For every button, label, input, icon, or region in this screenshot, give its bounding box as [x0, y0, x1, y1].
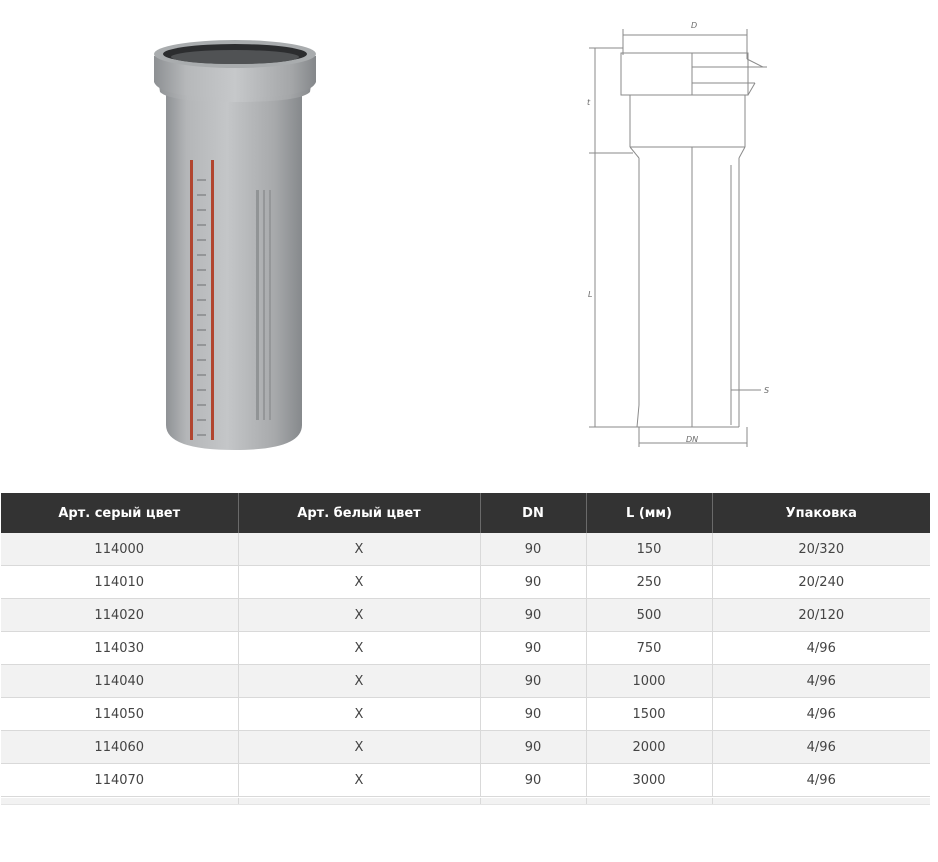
cell-dn: 90: [480, 731, 586, 764]
dim-t-label: t: [587, 98, 591, 107]
cell-art-white: X: [238, 599, 480, 632]
cell-art-grey: 114030: [1, 632, 238, 665]
header-art-white: Арт. белый цвет: [238, 493, 480, 533]
cell-dn: 90: [480, 665, 586, 698]
cell-length: 150: [586, 533, 712, 566]
cell-package: 20/120: [712, 599, 930, 632]
table-header-row: [1, 493, 930, 533]
cell-art-white: X: [238, 764, 480, 797]
cell-package: 4/96: [712, 731, 930, 764]
cell-package: 4/96: [712, 665, 930, 698]
header-package: Упаковка: [712, 493, 930, 533]
cell-package: 4/96: [712, 698, 930, 731]
cell-art-white: X: [238, 566, 480, 599]
table-row: [1, 533, 930, 566]
dim-l-label: L: [588, 290, 593, 299]
cell-art-white: X: [238, 665, 480, 698]
dim-s-label: S: [764, 386, 770, 395]
cell-art-grey: 114070: [1, 764, 238, 797]
table-row: [1, 566, 930, 599]
header-art-grey: Арт. серый цвет: [1, 493, 238, 533]
header-length: L (мм): [586, 493, 712, 533]
cell-length: 1500: [586, 698, 712, 731]
dim-d-label: D: [691, 21, 698, 30]
cell-length: 250: [586, 566, 712, 599]
cell-dn: 90: [480, 698, 586, 731]
cell-art-white: X: [238, 632, 480, 665]
table-row: [1, 632, 930, 665]
dim-dn-label: DN: [686, 435, 699, 444]
cell-length: 1000: [586, 665, 712, 698]
technical-drawing: [585, 15, 780, 455]
cell-art-grey: 114050: [1, 698, 238, 731]
cell-length: 3000: [586, 764, 712, 797]
table-row-cut-off: [1, 798, 930, 805]
cell-dn: 90: [480, 764, 586, 797]
cell-dn: 90: [480, 632, 586, 665]
cell-dn: 90: [480, 533, 586, 566]
table-row: [1, 599, 930, 632]
spec-table: [1, 493, 930, 797]
cell-length: 2000: [586, 731, 712, 764]
cell-package: 20/320: [712, 533, 930, 566]
cell-package: 4/96: [712, 764, 930, 797]
cell-art-grey: 114040: [1, 665, 238, 698]
table-row: [1, 764, 930, 797]
cell-package: 20/240: [712, 566, 930, 599]
cell-dn: 90: [480, 599, 586, 632]
cell-art-white: X: [238, 698, 480, 731]
cell-art-white: X: [238, 533, 480, 566]
header-dn: DN: [480, 493, 586, 533]
pipe-photo: [150, 30, 320, 460]
cell-art-grey: 114060: [1, 731, 238, 764]
cell-package: 4/96: [712, 632, 930, 665]
table-row: [1, 698, 930, 731]
cell-art-grey: 114000: [1, 533, 238, 566]
cell-art-grey: 114020: [1, 599, 238, 632]
table-row: [1, 731, 930, 764]
table-row: [1, 665, 930, 698]
cell-dn: 90: [480, 566, 586, 599]
cell-length: 750: [586, 632, 712, 665]
cell-art-white: X: [238, 731, 480, 764]
cell-length: 500: [586, 599, 712, 632]
cell-art-grey: 114010: [1, 566, 238, 599]
